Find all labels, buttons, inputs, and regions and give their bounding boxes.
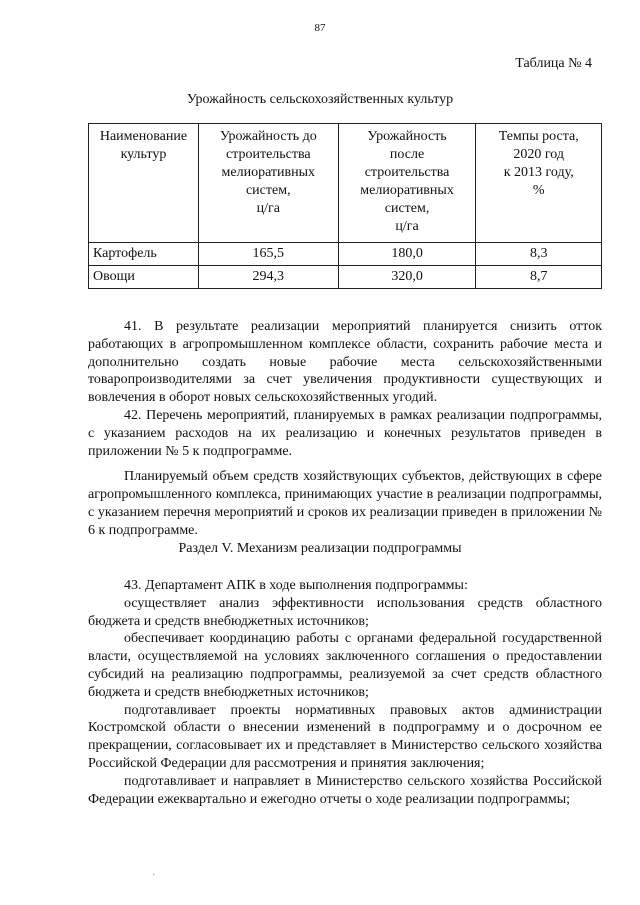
cell-growth-rate: 8,3 [476,243,602,266]
header-line: систем, [245,183,291,198]
table-label: Таблица № 4 [515,56,592,71]
cell-growth-rate: 8,7 [476,266,602,289]
header-growth-rate [476,124,602,243]
table-row [89,266,602,289]
header-line: Темпы роста, [498,129,579,144]
body-text-top [88,318,602,540]
footer-mark: · [152,870,156,881]
header-line: Урожайность [367,129,447,144]
cell-crop: Картофель [89,243,199,266]
list-item: обеспечивает координацию работы с органами федеральной государственной власти, осуществляемой на условиях заключенного соглашения о предоставлении субсидий на реализацию подпрограммы, реализуемой за счет средств областного бюджета и средств внебюджетных источников; [88,631,602,700]
header-line: 2020 год [513,147,565,162]
header-line: строительства [225,147,311,162]
paragraph-43: 43. Департамент АПК в ходе выполнения подпрограммы: [124,578,468,593]
cell-yield-after: 320,0 [338,266,476,289]
list-item: осуществляет анализ эффективности использования средств областного бюджета и средств внебюджетных источников; [88,595,602,629]
cell-yield-before: 165,5 [198,243,338,266]
list-item: подготавливает и направляет в Министерство сельского хозяйства Российской Федерации ежеквартально и ежегодно отчеты о ходе реализации подпрограммы; [88,773,602,807]
header-line: систем, [384,201,430,216]
header-yield-after [338,124,476,243]
table-header-row [89,124,602,243]
header-line: к 2013 году, [503,165,574,180]
list-item: подготавливает проекты нормативных правовых актов администрации Костромской области о внесении изменений в подпрограмму и о досрочном ее прекращении, согласовывает их и представляет в Министерство сельского хозяйства Российской Федерации для рассмотрения и принятия заключения; [88,702,602,771]
header-line: ц/га [395,219,419,234]
paragraph-42: 42. Перечень мероприятий, планируемых в рамках реализации подпрограммы, с указанием расходов на их реализацию и конечных результатов приведен в приложении № 5 к подпрограмме. [88,407,602,459]
table-row [89,243,602,266]
paragraph-41: 41. В результате реализации мероприятий планируется снизить отток работающих в агропромышленном комплексе области, сохранить рабочие места и дополнительно создать новые рабочие места сельскохозяйственными товаропроизводителями за счет увеличения продуктивности существующих и вовлечения в оборот новых сельскохозяйственных угодий. [88,319,602,406]
header-line: Урожайность до [219,129,317,144]
header-yield-before [198,124,338,243]
yield-table [88,123,602,289]
cell-yield-before: 294,3 [198,266,338,289]
header-line: строительства [364,165,450,180]
paragraph-planned-volume: Планируемый объем средств хозяйствующих субъектов, действующих в сфере агропромышленного комплекса, принимающих участие в реализации подпрограммы, с указанием перечня мероприятий и сроков их реализации приведен в приложении № 6 к подпрограмме. [88,469,602,538]
header-line: мелиоративных [360,183,454,198]
table-title: Урожайность сельскохозяйственных культур [186,92,454,107]
header-line: ц/га [256,201,280,216]
body-text-bottom [88,577,602,808]
header-line: % [532,183,545,198]
header-line: культур [120,147,167,162]
cell-crop: Овощи [89,266,199,289]
section-title: Раздел V. Механизм реализации подпрограммы [178,541,462,556]
header-line: мелиоративных [221,165,316,180]
cell-yield-after: 180,0 [338,243,476,266]
header-line: после [389,147,425,162]
header-line: Наименование [99,129,188,144]
header-crop-name [89,124,199,243]
page-number: 87 [314,22,326,34]
